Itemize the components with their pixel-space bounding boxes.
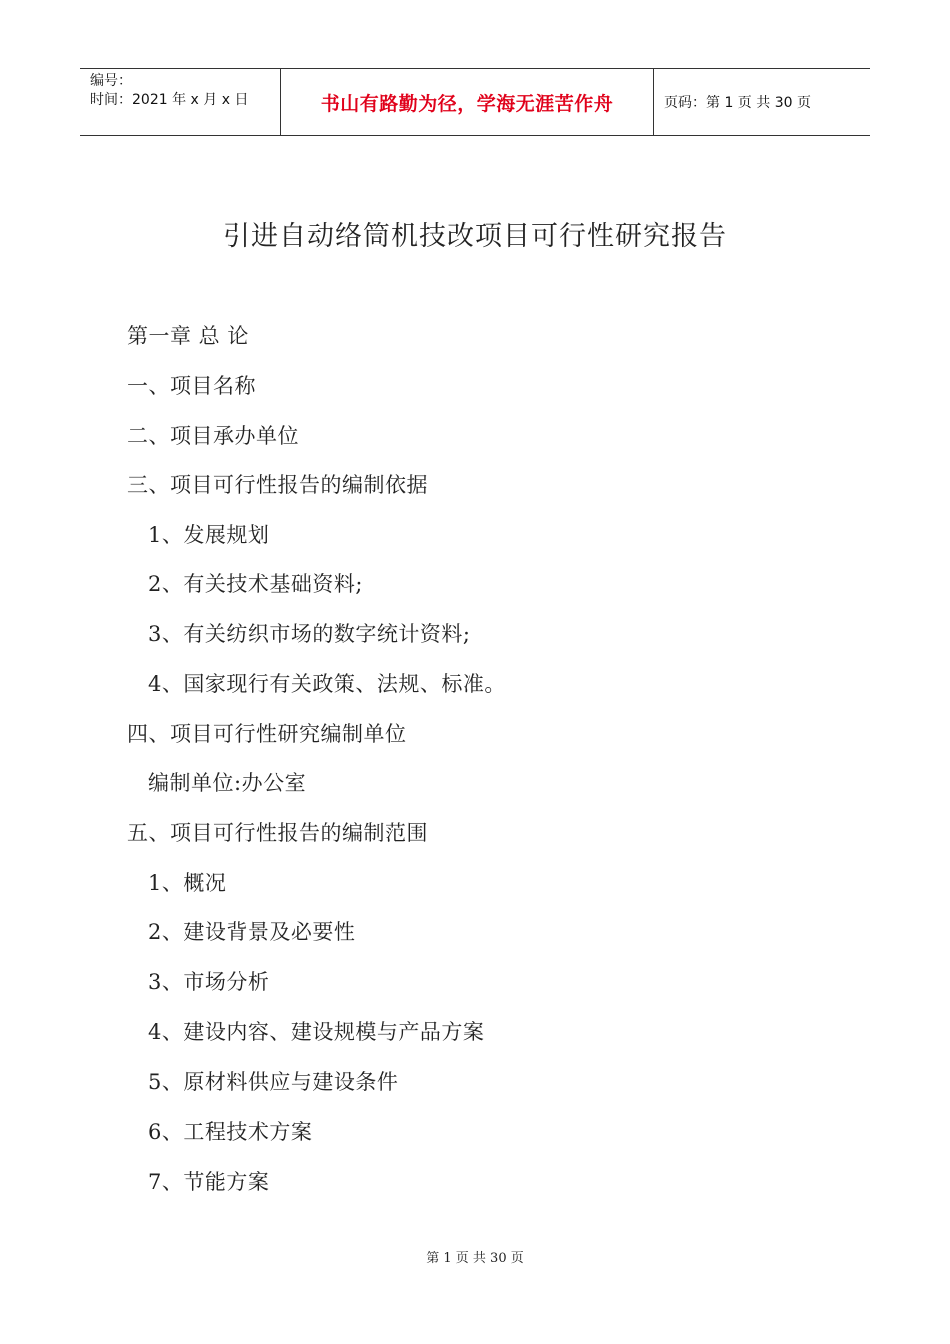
section-item: 四、项目可行性研究编制单位 [127, 722, 407, 746]
sub-item: 6、工程技术方案 [148, 1120, 313, 1144]
section-item: 五、项目可行性报告的编制范围 [127, 821, 428, 845]
sub-item: 3、有关纺织市场的数字统计资料; [148, 622, 471, 646]
sub-item: 3、市场分析 [148, 970, 270, 994]
header-meta [80, 69, 281, 135]
page-header [80, 68, 870, 136]
section-item: 一、项目名称 [127, 374, 256, 398]
sub-item: 编制单位:办公室 [148, 771, 307, 795]
sub-item: 4、建设内容、建设规模与产品方案 [148, 1020, 485, 1044]
chapter-heading: 第一章 总 论 [127, 324, 249, 348]
page-footer: 第 1 页 共 30 页 [426, 1251, 524, 1266]
number-label: 编号： [90, 73, 132, 89]
section-item: 二、项目承办单位 [127, 424, 299, 448]
sub-item: 1、发展规划 [148, 523, 270, 547]
sub-item: 2、有关技术基础资料; [148, 572, 363, 596]
section-item: 三、项目可行性报告的编制依据 [127, 473, 428, 497]
sub-item: 5、原材料供应与建设条件 [148, 1070, 399, 1094]
header-motto: 书山有路勤为径，学海无涯苦作舟 [281, 69, 654, 135]
sub-item: 1、概况 [148, 871, 227, 895]
time-label: 时间：2021 年 x 月 x 日 [90, 92, 249, 108]
sub-item: 2、建设背景及必要性 [148, 920, 356, 944]
header-page-info: 页码：第 1 页 共 30 页 [664, 95, 811, 111]
document-title: 引进自动络筒机技改项目可行性研究报告 [223, 221, 727, 252]
sub-item: 4、国家现行有关政策、法规、标准。 [148, 672, 506, 696]
sub-item: 7、节能方案 [148, 1170, 270, 1194]
